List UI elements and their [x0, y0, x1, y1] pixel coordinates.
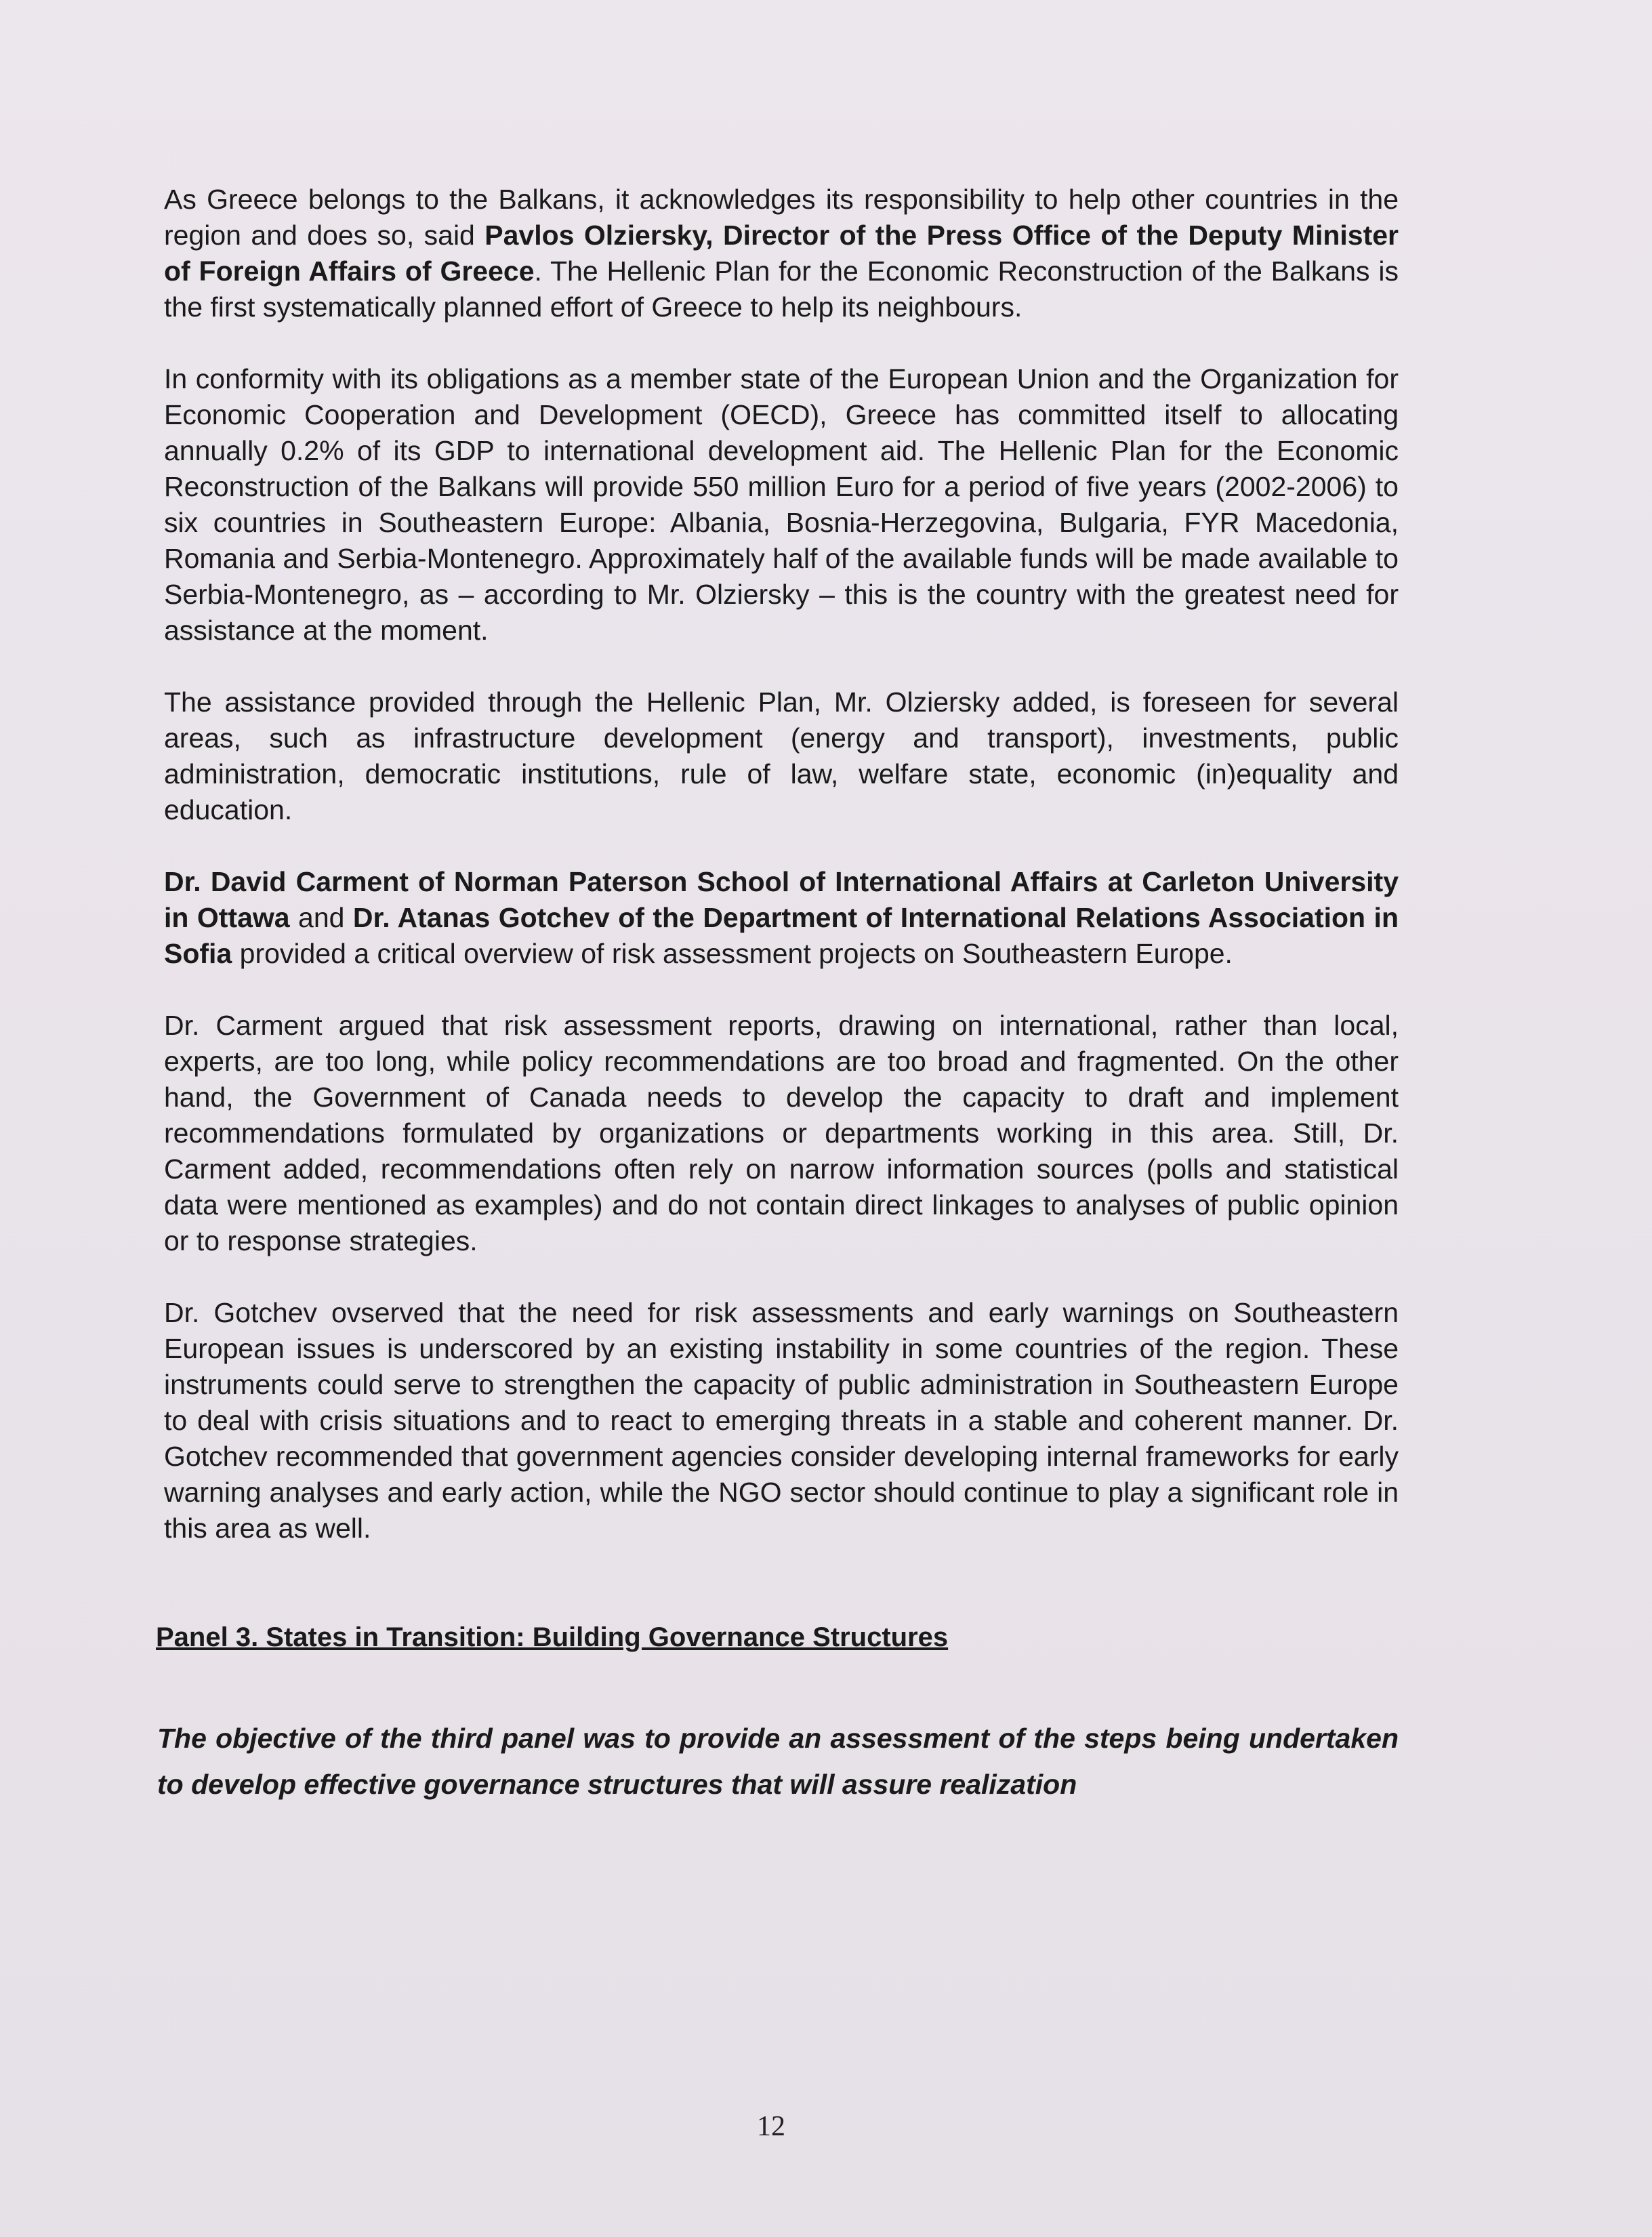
text-segment: . The Hellenic Plan for the Economic Reconstruction of the Balkans is the first systematically planned effort of Greece to help its neighbours.: [164, 255, 1399, 323]
paragraph-risk-assessment-speakers: [164, 864, 1399, 972]
speaker-name-carment: Dr. David Carment of Norman Paterson School of International Affairs at Carleton University in Ottawa: [164, 866, 1399, 933]
paragraph-gotchev-observation: [164, 1295, 1399, 1546]
text-segment: In conformity with its obligations as a member state of the European Union and the Organization for Economic Cooperation and Development (OECD), Greece has committed itself to allocating annually 0.2% of its GDP to international development aid. The Hellenic Plan for the Economic Reconstruction of the Balkans will provide 550 million Euro for a period of five years (2002-2006) to six countries in Southeastern Europe: Albania, Bosnia-Herzegovina, Bulgaria, FYR Macedonia, Romania and Serbia-Montenegro. Approximately half of the available funds will be made available to Serbia-Montenegro, as – according to Mr. Olziersky – this is the country with the greatest need for assistance at the moment.: [164, 363, 1399, 646]
paragraph-greece-responsibility: [164, 182, 1399, 325]
page-number: 12: [757, 2111, 785, 2142]
paragraph-hellenic-plan-funding: [164, 361, 1399, 649]
text-segment: As Greece belongs to the Balkans, it acknowledges its responsibility to help other countries in the region and does so, said: [164, 184, 1399, 251]
paragraph-carment-argument: [164, 1008, 1399, 1259]
section-heading: Panel 3. States in Transition: Building Governance Structures: [156, 1622, 949, 1652]
page-body: [156, 182, 1399, 1807]
paragraph-assistance-areas: [164, 684, 1399, 828]
panel-objective: The objective of the third panel was to provide an assessment of the steps being undertaken to develop effective governance structures that will assure realization: [157, 1723, 1399, 1800]
text-segment: Dr. Gotchev ovserved that the need for risk assessments and early warnings on Southeastern European issues is underscored by an existing instability in some countries of the region. These instruments could serve to strengthen the capacity of public administration in Southeastern Europe to deal with crisis situations and to react to emerging threats in a stable and coherent manner. Dr. Gotchev recommended that government agencies consider developing internal frameworks for early warning analyses and early action, while the NGO sector should continue to play a significant role in this area as well.: [164, 1297, 1399, 1544]
speaker-name-gotchev: Dr. Atanas Gotchev of the Department of International Relations Association in Sofia: [164, 902, 1399, 969]
speaker-name-olziersky: Pavlos Olziersky, Director of the Press Office of the Deputy Minister of Foreign Affairs of Greece: [164, 220, 1399, 287]
text-segment: The assistance provided through the Hellenic Plan, Mr. Olziersky added, is foreseen for several areas, such as infrastructure development (energy and transport), investments, public administration, democratic institutions, rule of law, welfare state, economic (in)equality and education.: [164, 686, 1399, 825]
text-segment: and: [289, 902, 353, 933]
text-segment: Dr. Carment argued that risk assessment reports, drawing on international, rather than local, experts, are too long, while policy recommendations are too broad and fragmented. On the other hand, the Government of Canada needs to develop the capacity to draft and implement recommendations formulated by organizations or departments working in this area. Still, Dr. Carment added, recommendations often rely on narrow information sources (polls and statistical data were mentioned as examples) and do not contain direct linkages to analyses of public opinion or to response strategies.: [164, 1010, 1399, 1256]
text-segment: provided a critical overview of risk assessment projects on Southeastern Europe.: [232, 938, 1233, 969]
